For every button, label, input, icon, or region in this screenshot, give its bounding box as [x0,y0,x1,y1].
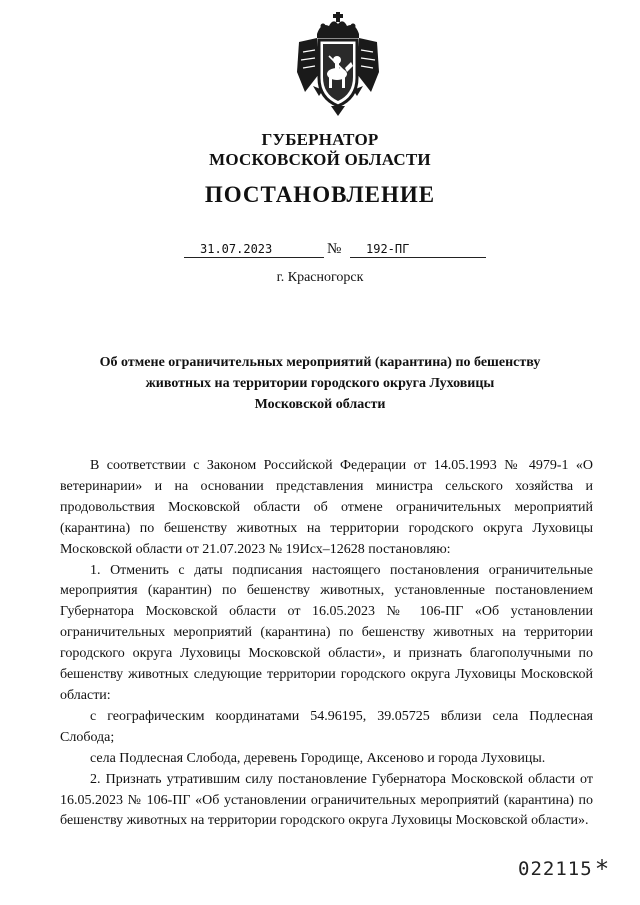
subject-line-1: Об отмене ограничительных мероприятий (карантина) по бешенству [99,355,541,370]
number-label: № [327,241,342,257]
date-number-line [0,240,640,262]
document-date: 31.07.2023 [184,240,324,258]
asterisk-mark: * [596,855,608,883]
coat-of-arms-icon [295,12,381,120]
document-body [60,456,593,832]
document-city: г. Красногорск [276,270,364,285]
document-type-title: ПОСТАНОВЛЕНИЕ [204,182,436,207]
clause-2-paragraph: 2. Признать утратившим силу постановление Губернатора Московской области от 16.05.2023 № 106-ПГ «Об установлении ограничительных мероприятий (карантина) по бешенству животных на территории городского округа Луховицы Московской области». [60,771,593,829]
preamble-paragraph: В соответствии с Законом Российской Федерации от 14.05.1993 № 4979-1 «О ветеринарии» и на основании представления министра сельского хозяйства и продовольствия Московской области об отмене ограничительных мероприятий (карантина) по бешенству животных на территории городского округа Луховицы Московской области от 21.07.2023 № 19Исх–12628 постановляю: [60,458,593,557]
clause-1-paragraph: 1. Отменить с даты подписания настоящего постановления ограничительные мероприятия (карантин) по бешенству животных, установленные постановлением Губернатора Московской области от 16.05.2023 № 106-ПГ «Об установлении ограничительных мероприятий (карантина) по бешенству животных на территории городского округа Луховицы Московской области», и признать благополучными по бешенству животных следующие территории городского округа Луховицы Московской области: [60,562,593,703]
subject-line-2: животных на территории городского округа Луховицы [145,376,495,391]
authority-title-line1: ГУБЕРНАТОР [261,130,379,149]
document-subject [0,352,640,415]
serial-number: 022115 [518,858,593,880]
clause-1-item-settlements: села Подлесная Слобода, деревень Городище, Аксеново и города Луховицы. [90,750,546,766]
clause-1-item-coordinates: с географическим координатами 54.96195, 39.05725 вблизи села Подлесная Слобода; [60,708,593,745]
authority-title-line2: МОСКОВСКОЙ ОБЛАСТИ [209,150,431,169]
document-number: 192-ПГ [350,240,486,258]
subject-line-3: Московской области [254,397,386,412]
